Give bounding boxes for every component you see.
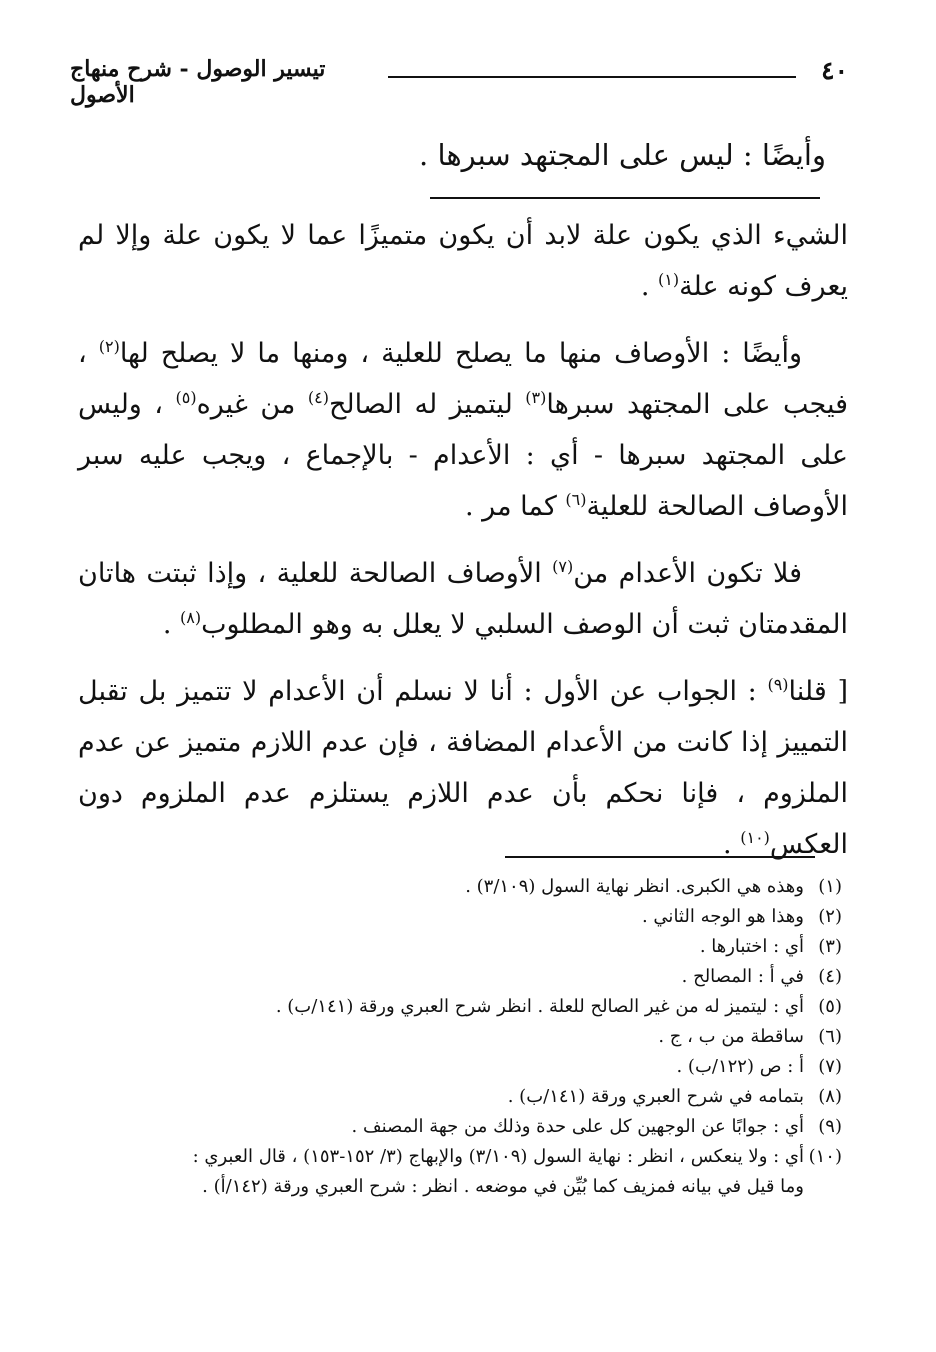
footnote-text: أي : جوابًا عن الوجهين كل على حدة وذلك من جهة المصنف .: [351, 1116, 804, 1137]
footnote-text: أي : اختبارها .: [699, 936, 804, 957]
text-run: الأوصاف الصالحة للعلية ، وإذا ثبتت هاتان المقدمتان ثبت أن الوصف السلبي لا يعلل به وهو المطلوب: [78, 558, 848, 640]
footnote-number: (٩): [818, 1116, 842, 1137]
footnote-ref[interactable]: (٧): [552, 557, 574, 576]
footnote-text: وهذا هو الوجه الثاني .: [641, 906, 804, 927]
footnote: [72, 1142, 842, 1202]
text-run: .: [723, 829, 741, 860]
footnote-text-continued: وما قيل في بيانه فمزيف كما بُيِّن في موضعه . انظر : شرح العبري ورقة (١٤٢/أ) .: [202, 1176, 804, 1197]
paragraph-1: [78, 210, 848, 312]
footnote-ref[interactable]: (٢): [98, 337, 120, 356]
footnote: [72, 992, 842, 1022]
footnote-text: وهذه هي الكبرى. انظر نهاية السول (٣/١٠٩) .: [465, 876, 804, 897]
footnote: [72, 932, 842, 962]
heading-rule: [430, 197, 820, 199]
footnote: [72, 1112, 842, 1142]
footnote-number: (٥): [818, 996, 842, 1017]
footnote-ref[interactable]: (٩): [767, 675, 789, 694]
footnote-text: أي : ولا ينعكس ، انظر : نهاية السول (٣/١٠٩) والإبهاج (٣/ ١٥٢-١٥٣) ، قال العبري :: [192, 1146, 804, 1167]
text-run: : الجواب عن الأول : أنا لا نسلم أن الأعدام لا تتميز بل تقبل التمييز إذا كانت من الأعدام المضافة ، فإن عدم اللازم متميز عن عدم الملزوم ، فإنا نحكم بأن عدم اللازم يستلزم عدم الملزوم دون العكس: [78, 676, 848, 860]
text-run: ، وليس على المجتهد سبرها - أي : الأعدام - بالإجماع ، ويجب عليه سبر الأوصاف الصالحة للعلية: [78, 389, 848, 522]
header-rule: [388, 76, 796, 78]
footnote-ref[interactable]: (٦): [565, 490, 587, 509]
footnote-text: بتمامه في شرح العبري ورقة (١٤١/ب) .: [507, 1086, 804, 1107]
footnote-ref[interactable]: (١٠): [740, 828, 770, 847]
footnote-number: (٤): [818, 966, 842, 987]
section-heading: وأيضًا : ليس على المجتهد سبرها .: [419, 138, 826, 172]
footnote-text: في أ : المصالح .: [681, 966, 804, 987]
page-number: ٤٠: [821, 56, 848, 85]
footnote-separator: [505, 856, 815, 858]
footnote-ref[interactable]: (١): [657, 270, 680, 289]
footnote-text: أ : ص (١٢٢/ب) .: [676, 1056, 804, 1077]
text-run: فلا تكون الأعدام من: [573, 558, 802, 589]
footnote-number: (٨): [818, 1086, 842, 1107]
text-run: وأيضًا : الأوصاف منها ما يصلح للعلية ، ومنها ما لا يصلح لها: [119, 338, 803, 369]
footnote: [72, 872, 842, 902]
footnote-ref[interactable]: (٣): [525, 388, 547, 407]
footnote: [72, 1022, 842, 1052]
footnote-number: (٦): [818, 1026, 842, 1047]
footnote: [72, 1082, 842, 1112]
text-run: من غيره: [196, 389, 308, 420]
footnote: [72, 1052, 842, 1082]
footnote-text: ساقطة من ب ، ج .: [658, 1026, 804, 1047]
footnote-ref[interactable]: (٨): [180, 608, 202, 627]
page-header: [70, 50, 862, 108]
body-text: [78, 210, 848, 886]
footnote-ref[interactable]: (٤): [307, 388, 329, 407]
footnote-number: (٢): [818, 906, 842, 927]
text-run: كما مر .: [465, 491, 566, 522]
paragraph-4: [78, 666, 848, 870]
text-run: [ قلنا: [788, 676, 848, 707]
text-run: .: [162, 609, 181, 640]
text-run: .: [640, 271, 658, 302]
text-run: ، فيجب على المجتهد سبرها: [78, 338, 848, 420]
paragraph-2: [78, 328, 848, 532]
footnote: [72, 902, 842, 932]
paragraph-3: [78, 548, 848, 650]
running-title: تيسير الوصول - شرح منهاج الأصول: [70, 56, 326, 108]
footnote-number: (٣): [818, 936, 842, 957]
text-run: ليتميز له الصالح: [328, 389, 526, 420]
footnote-ref[interactable]: (٥): [175, 388, 197, 407]
footnotes: [72, 872, 842, 1202]
footnote: [72, 962, 842, 992]
text-run: الشيء الذي يكون علة لابد أن يكون متميزًا عما لا يكون علة وإلا لم يعرف كونه علة: [78, 220, 848, 302]
footnote-number: (١): [818, 876, 842, 897]
footnote-number: (٧): [818, 1056, 842, 1077]
footnote-text: أي : ليتميز له من غير الصالح للعلة . انظر شرح العبري ورقة (١٤١/ب) .: [275, 996, 804, 1017]
footnote-number: (١٠): [808, 1146, 842, 1167]
